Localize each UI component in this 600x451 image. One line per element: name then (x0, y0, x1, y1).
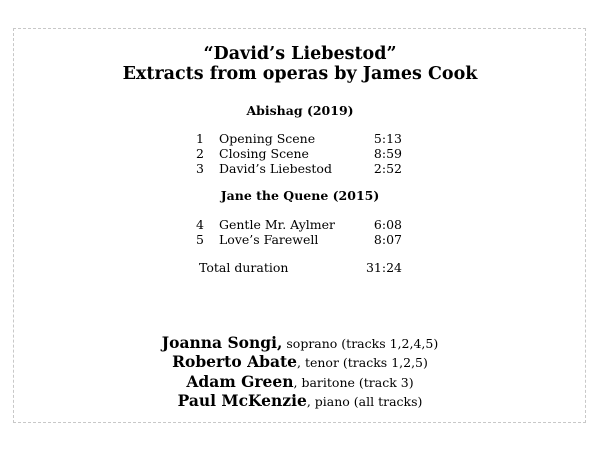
track-duration: 8:07 (373, 232, 402, 247)
track-name: Closing Scene (219, 146, 309, 161)
performer-line (0, 352, 600, 373)
total-duration-label: Total duration (199, 260, 289, 275)
performer-line (0, 333, 600, 354)
track-name: Love’s Farewell (219, 232, 319, 247)
total-duration-row (0, 260, 600, 275)
track-name: Opening Scene (219, 131, 316, 146)
track-number: 2 (196, 146, 204, 161)
track-number: 3 (196, 161, 204, 176)
performer-name: Roberto Abate (172, 352, 298, 371)
track-number: 5 (196, 232, 204, 247)
performer-role: , baritone (track 3) (293, 375, 414, 390)
track-duration: 6:08 (373, 217, 402, 232)
track-row (0, 146, 600, 161)
track-duration: 5:13 (373, 131, 402, 146)
performer-name: Joanna Songi, (161, 333, 283, 352)
track-row (0, 217, 600, 232)
performer-role: , tenor (tracks 1,2,5) (297, 355, 428, 370)
opera-heading-abishag: Abishag (2019) (246, 103, 354, 118)
track-row (0, 232, 600, 247)
track-name: Gentle Mr. Aylmer (219, 217, 335, 232)
total-duration-value: 31:24 (365, 260, 402, 275)
performer-name: Adam Green (186, 372, 294, 391)
track-row (0, 161, 600, 176)
performer-role: soprano (tracks 1,2,4,5) (282, 336, 439, 351)
performer-line (0, 391, 600, 412)
performer-role: , piano (all tracks) (306, 394, 423, 409)
album-title: “David’s Liebestod” (203, 44, 397, 64)
track-number: 4 (196, 217, 204, 232)
track-name: David’s Liebestod (219, 161, 332, 176)
album-subtitle: Extracts from operas by James Cook (122, 64, 478, 84)
performer-line (0, 372, 600, 393)
track-row (0, 131, 600, 146)
track-number: 1 (196, 131, 204, 146)
opera-heading-jane-the-quene: Jane the Quene (2015) (220, 188, 380, 203)
track-duration: 8:59 (373, 146, 402, 161)
track-duration: 2:52 (373, 161, 402, 176)
performer-name: Paul McKenzie (177, 391, 307, 410)
